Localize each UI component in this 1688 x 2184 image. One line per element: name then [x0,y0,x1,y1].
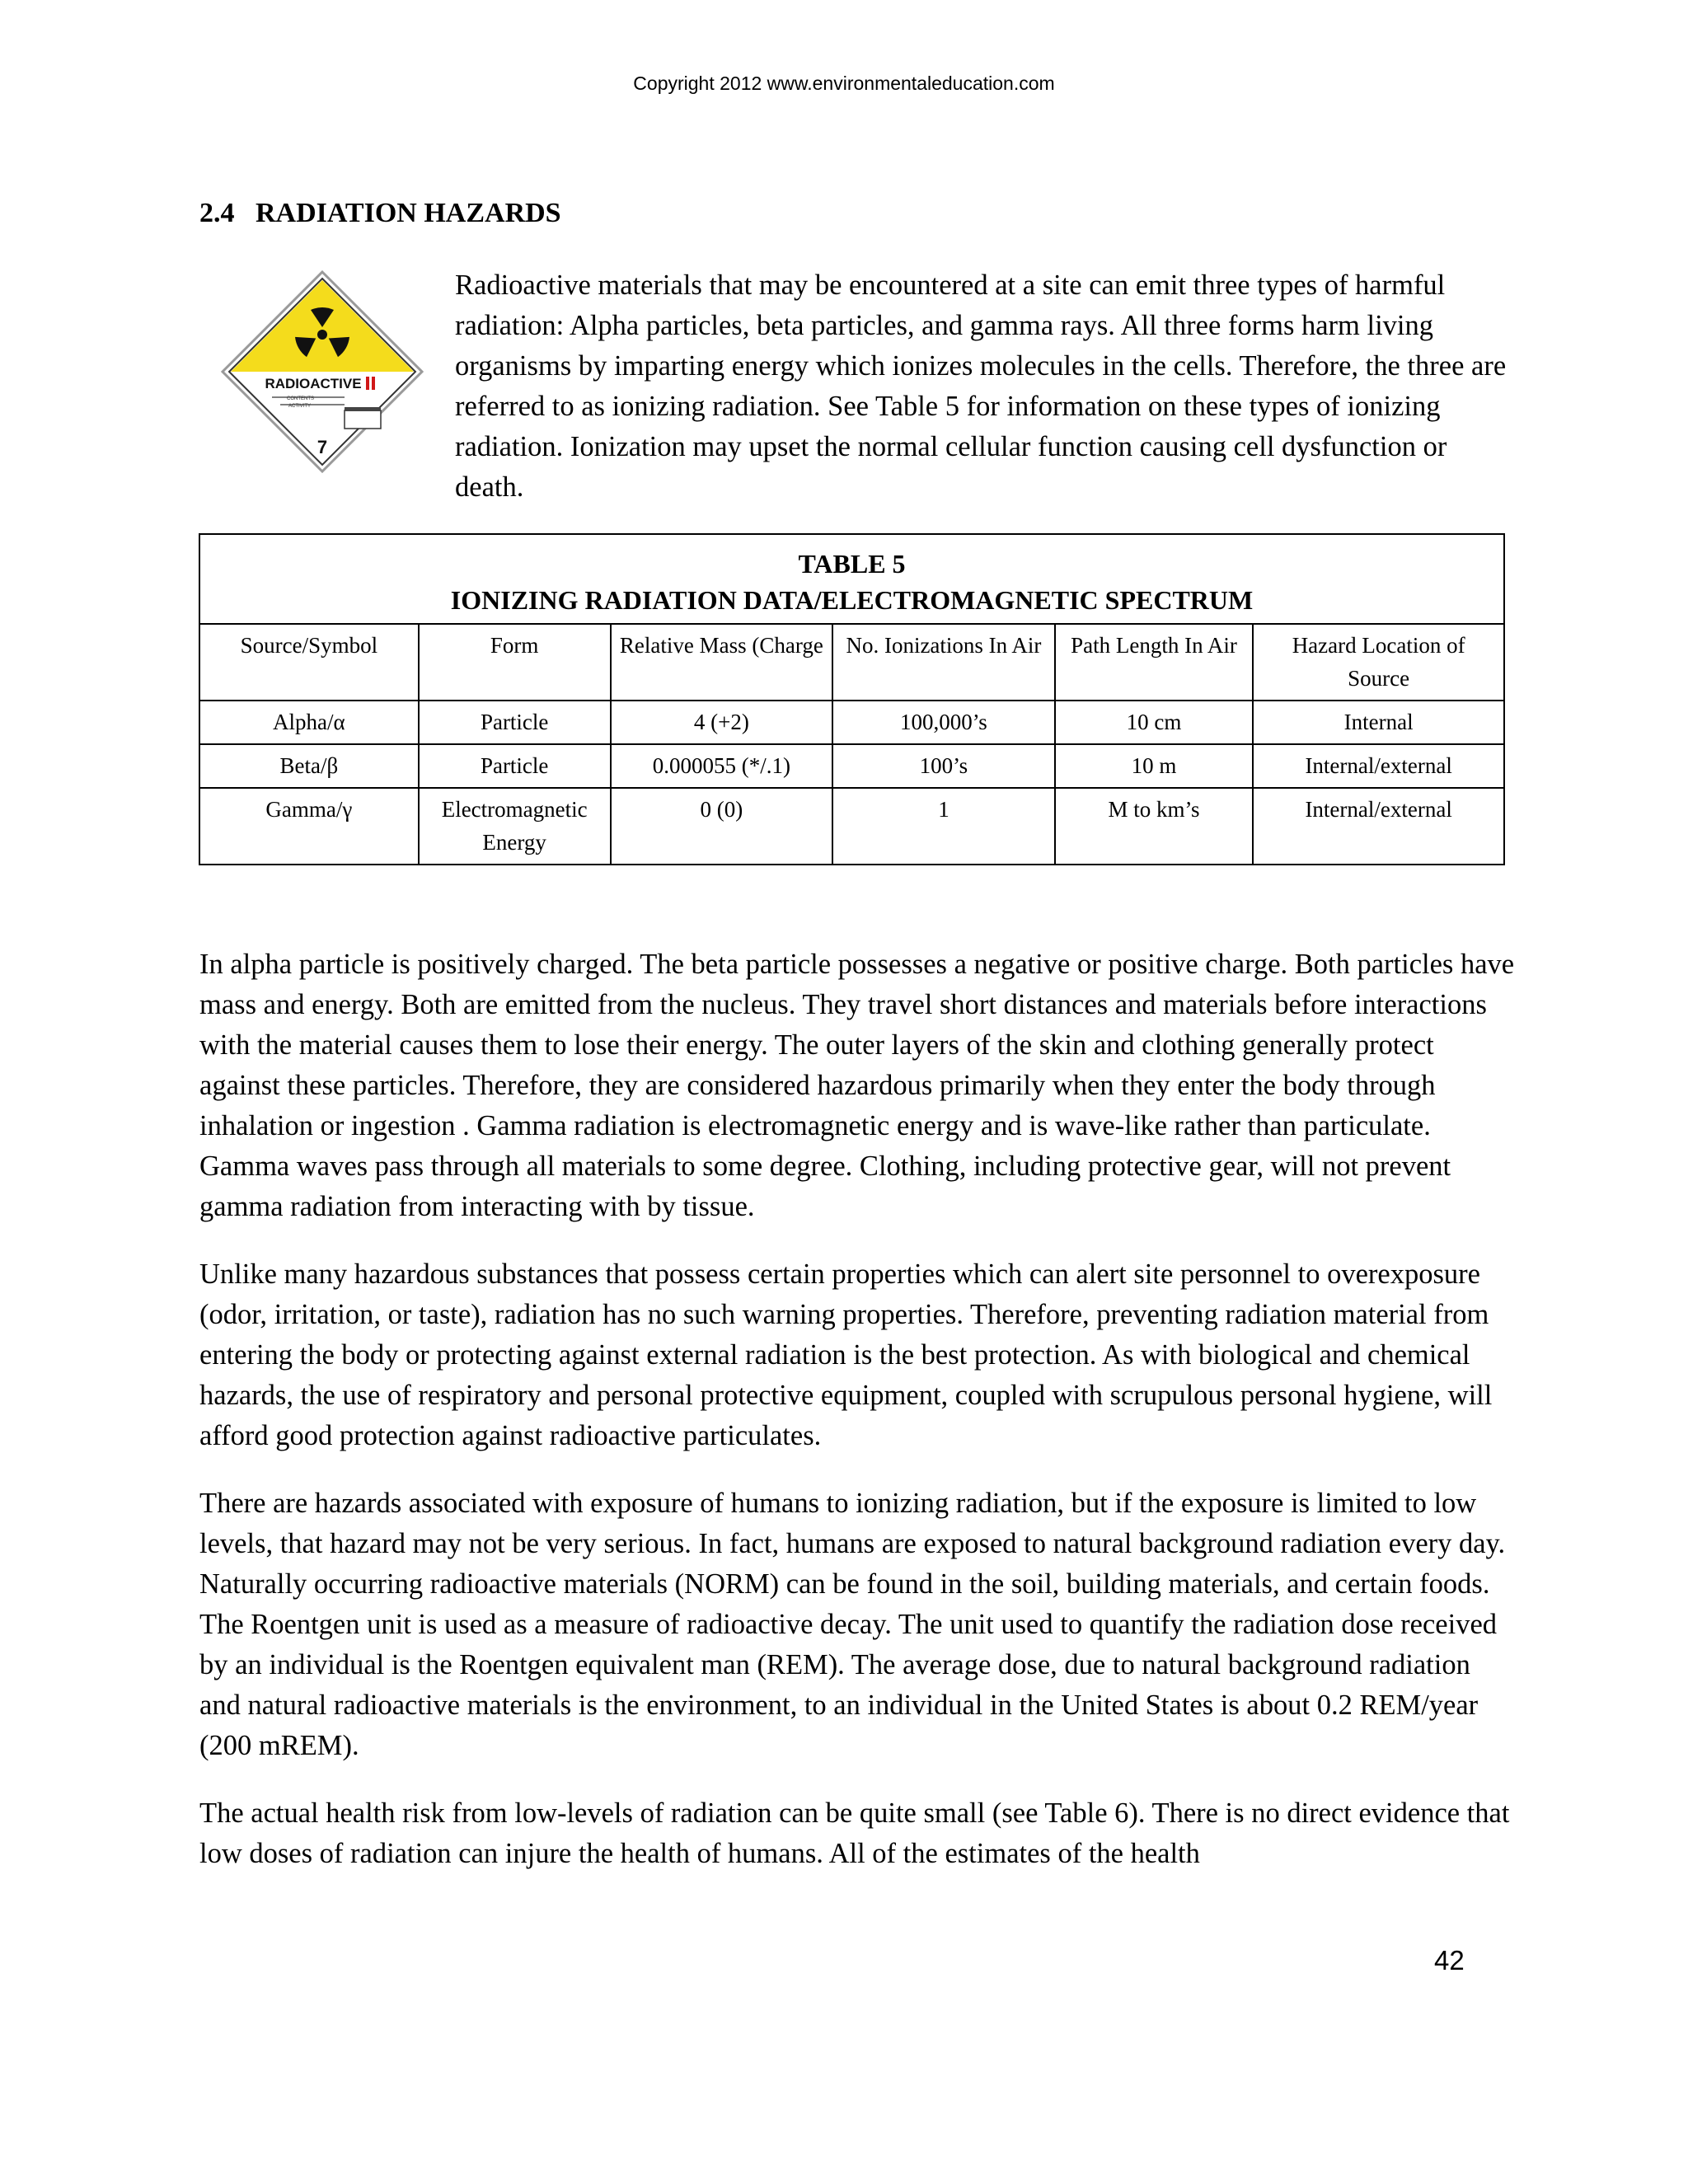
table-cell: Gamma/γ [199,788,419,865]
table-cell: Internal [1253,701,1504,744]
table-cell: Internal/external [1253,788,1504,865]
body-text [199,944,1518,1901]
table-cell: 1 [832,788,1055,865]
svg-text:CONTENTS: CONTENTS [287,396,314,401]
table-cell: Alpha/α [199,701,419,744]
paragraph: There are hazards associated with exposure of humans to ionizing radiation, but if the exposure is limited to low levels, that hazard may not be very serious. In fact, humans are exposed to natural background radiation every day. Naturally occurring radioactive materials (NORM) can be found in the soil, building materials, and certain foods. The Roentgen unit is used as a measure of radioactive decay. The unit used to quantify the radiation dose received by an individual is the Roentgen equivalent man (REM). The average dose, due to natural background radiation and natural radioactive materials is the environment, to an individual in the United States is about 0.2 REM/year (200 mREM). [199,1488,1506,1761]
table-cell: M to km’s [1055,788,1254,865]
intro-paragraph: Radioactive materials that may be encountered at a site can emit three types of harmful radiation: Alpha particles, beta particles, and gamma rays. All three forms harm living organisms by imparting energy which ionizes molecules in the cells. Therefore, the three are referred to as ionizing radiation. See Table 5 for information on these types of ionizing radiation. Ionization may upset the normal cellular function causing cell dysfunction or death. [455,269,1507,503]
page-number: 42 [1434,1945,1465,1975]
table-row [199,788,1504,865]
copyright-notice: Copyright 2012 www.environmentaleducation.com [633,73,1055,94]
table-cell: 0 (0) [611,788,833,865]
section-heading: 2.4 RADIATION HAZARDS [199,198,561,228]
table-cell: 100,000’s [832,701,1055,744]
column-header: Relative Mass (Charge [611,624,833,701]
table-header-row [199,624,1504,701]
placard-label: RADIOACTIVE [265,376,362,391]
table-cell: Electromagnetic Energy [419,788,611,865]
table-cell: 10 cm [1055,701,1254,744]
table-cell: 4 (+2) [611,701,833,744]
table-cell: Particle [419,701,611,744]
column-header: Source/Symbol [199,624,419,701]
radioactive-ii-placard-icon [221,270,424,473]
table-cell: 10 m [1055,744,1254,788]
table-caption-row [199,534,1504,624]
table-cell: Particle [419,744,611,788]
table-title: TABLE 5 [798,549,906,579]
table-row [199,701,1504,744]
column-header: No. Ionizations In Air [832,624,1055,701]
table-cell: Beta/β [199,744,419,788]
paragraph: In alpha particle is positively charged. The beta particle possesses a negative or positive charge. Both particles have mass and energy. Both are emitted from the nucleus. They travel short distances and materials before interactions with the material causes them to lose their energy. The outer layers of the skin and clothing generally protect against these particles. Therefore, they are considered hazardous primarily when they enter the body through inhalation or ingestion . Gamma radiation is electromagnetic energy and is wave-like rather than particulate. Gamma waves pass through all materials to some degree. Clothing, including protective gear, will not prevent gamma radiation from interacting with by tissue. [199,949,1515,1222]
table-subtitle: IONIZING RADIATION DATA/ELECTROMAGNETIC SPECTRUM [450,585,1254,615]
table-cell: 0.000055 (*/.1) [611,744,833,788]
svg-text:ACTIVITY: ACTIVITY [288,404,312,409]
placard-class-number: 7 [316,437,328,457]
column-header: Path Length In Air [1055,624,1254,701]
column-header: Hazard Location of Source [1253,624,1504,701]
table-cell: Internal/external [1253,744,1504,788]
ionizing-radiation-table [199,533,1505,865]
column-header: Form [419,624,611,701]
paragraph: The actual health risk from low-levels of radiation can be quite small (see Table 6). There is no direct evidence that low doses of radiation can injure the health of humans. All of the estimates of the health [199,1797,1510,1869]
paragraph: Unlike many hazardous substances that possess certain properties which can alert site personnel to overexposure (odor, irritation, or taste), radiation has no such warning properties. Therefore, preventing radiation material from entering the body or protecting against external radiation is the best protection. As with biological and chemical hazards, the use of respiratory and personal protective equipment, coupled with scrupulous personal hygiene, will afford good protection against radioactive particulates. [199,1258,1493,1451]
table-row [199,744,1504,788]
table-cell: 100’s [832,744,1055,788]
table-caption [199,534,1504,624]
